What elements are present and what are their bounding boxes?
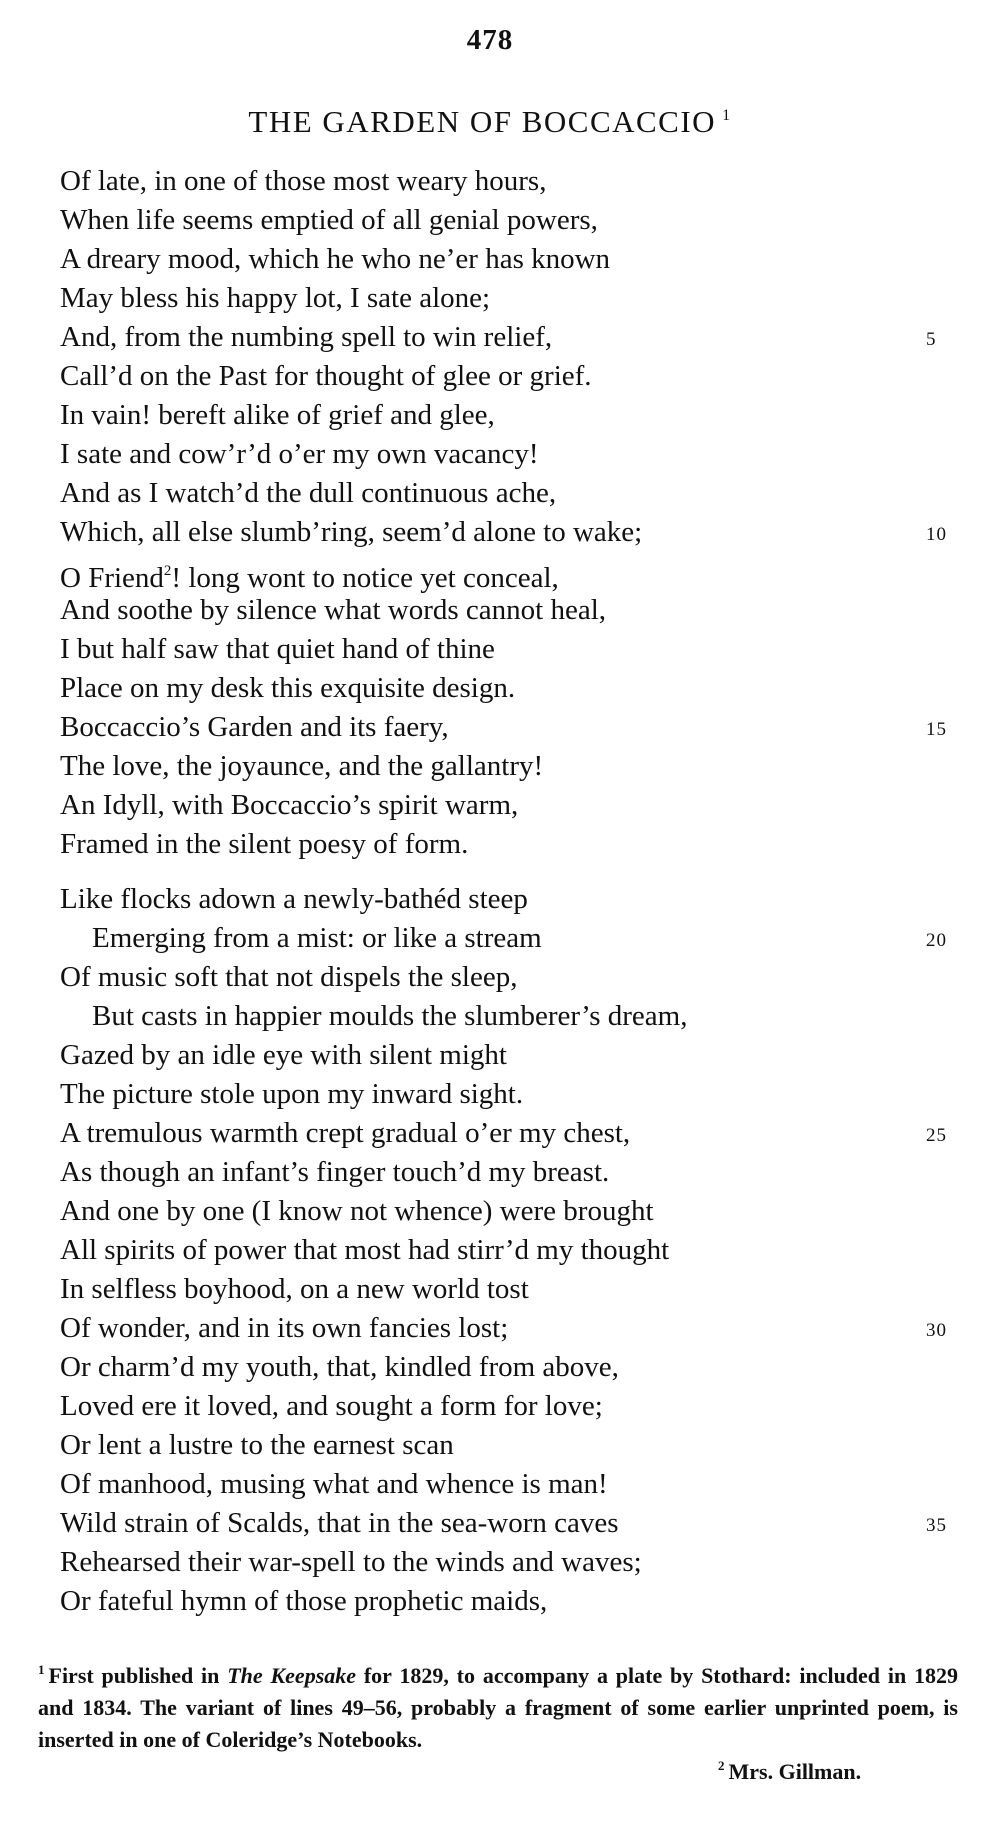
poem-line: Boccaccio’s Garden and its faery, 15	[60, 708, 960, 747]
poem-line: Of music soft that not dispels the sleep,	[60, 961, 518, 993]
line-number: 25	[926, 1125, 947, 1146]
poem-line: Or fateful hymn of those prophetic maids,	[60, 1585, 548, 1617]
poem-title	[0, 104, 980, 140]
footnote-2-marker: 2	[718, 1758, 725, 1773]
poem-line: Which, all else slumb’ring, seem’d alone to wake; 10	[60, 513, 960, 552]
footnote-1-marker: 1	[38, 1662, 45, 1677]
stanza-1	[60, 162, 960, 864]
poem-line: Of late, in one of those most weary hours,	[60, 165, 547, 197]
poem-line: O Friend$^2$! long wont to notice yet conceal,	[60, 562, 559, 594]
line-number: 10	[926, 524, 947, 545]
title-footnote-ref: 1	[722, 107, 732, 124]
poem-line: Of manhood, musing what and whence is man!	[60, 1468, 608, 1500]
footnotes	[38, 1654, 959, 1784]
poem-line: When life seems emptied of all genial powers,	[60, 204, 598, 236]
poem-line: Or charm’d my youth, that, kindled from above,	[60, 1351, 619, 1383]
poem-line: The picture stole upon my inward sight.	[60, 1078, 524, 1110]
publication-title: The Keepsake	[227, 1663, 357, 1688]
poem-line: An Idyll, with Boccaccio’s spirit warm,	[60, 789, 519, 821]
poem-line: A dreary mood, which he who ne’er has known	[60, 243, 611, 275]
page-number: 478	[466, 24, 514, 56]
footnote-1: $^1$ First published in The Keepsake for 1829, to accompany a plate by Stothard: included in 1829 and 1834. The variant of lines 49–56, probably a fragment of some earlier unprinted poem, is inserted in one of Coleridge’s Notebooks.	[38, 1662, 959, 1752]
poem-line: The love, the joyaunce, and the gallantry!	[60, 750, 544, 782]
poem-line: But casts in happier moulds the slumberer’s dream,	[92, 1000, 688, 1032]
poem-title-text: THE GARDEN OF BOCCACCIO	[248, 104, 717, 139]
poem-line: As though an infant’s finger touch’d my breast.	[60, 1156, 610, 1188]
poem-line: And, from the numbing spell to win relief, 5	[60, 318, 960, 357]
line-number: 5	[926, 329, 937, 350]
poem-line: Loved ere it loved, and sought a form for love;	[60, 1390, 603, 1422]
line-number: 35	[926, 1515, 947, 1536]
poem-line: May bless his happy lot, I sate alone;	[60, 282, 491, 314]
poem-line: And soothe by silence what words cannot heal,	[60, 594, 607, 626]
poem-line: In selfless boyhood, on a new world tost	[60, 1273, 529, 1305]
poem-line: I sate and cow’r’d o’er my own vacancy!	[60, 438, 539, 470]
poem-line: A tremulous warmth crept gradual o’er my chest, 25	[60, 1114, 960, 1153]
poem-line: Like flocks adown a newly-bathéd steep	[60, 883, 528, 915]
poem-line: All spirits of power that most had stirr’d my thought	[60, 1234, 670, 1266]
poem-line: Or lent a lustre to the earnest scan	[60, 1429, 454, 1461]
poem-line: And as I watch’d the dull continuous ache,	[60, 477, 557, 509]
poem-line: Call’d on the Past for thought of glee or grief.	[60, 360, 592, 392]
poem-line: Rehearsed their war-spell to the winds and waves;	[60, 1546, 642, 1578]
stanza-2	[60, 880, 960, 1621]
line-number: 15	[926, 719, 947, 740]
poem-line: Emerging from a mist: or like a stream 20	[60, 919, 960, 958]
poem-line: Of wonder, and in its own fancies lost; 30	[60, 1309, 960, 1348]
poem-line: Gazed by an idle eye with silent might	[60, 1039, 507, 1071]
poem-line: Place on my desk this exquisite design.	[60, 672, 516, 704]
line-number: 30	[926, 1320, 947, 1341]
poem-line: And one by one (I know not whence) were brought	[60, 1195, 654, 1227]
poem-line: I but half saw that quiet hand of thine	[60, 633, 495, 665]
line-footnote-ref: 2	[163, 563, 172, 579]
poem-line: Framed in the silent poesy of form.	[60, 828, 469, 860]
poem-line: In vain! bereft alike of grief and glee,	[60, 399, 495, 431]
poem-line: Wild strain of Scalds, that in the sea-worn caves 35	[60, 1504, 960, 1543]
line-number: 20	[926, 930, 947, 951]
footnote-2: $^2$ Mrs. Gillman.	[718, 1758, 862, 1784]
